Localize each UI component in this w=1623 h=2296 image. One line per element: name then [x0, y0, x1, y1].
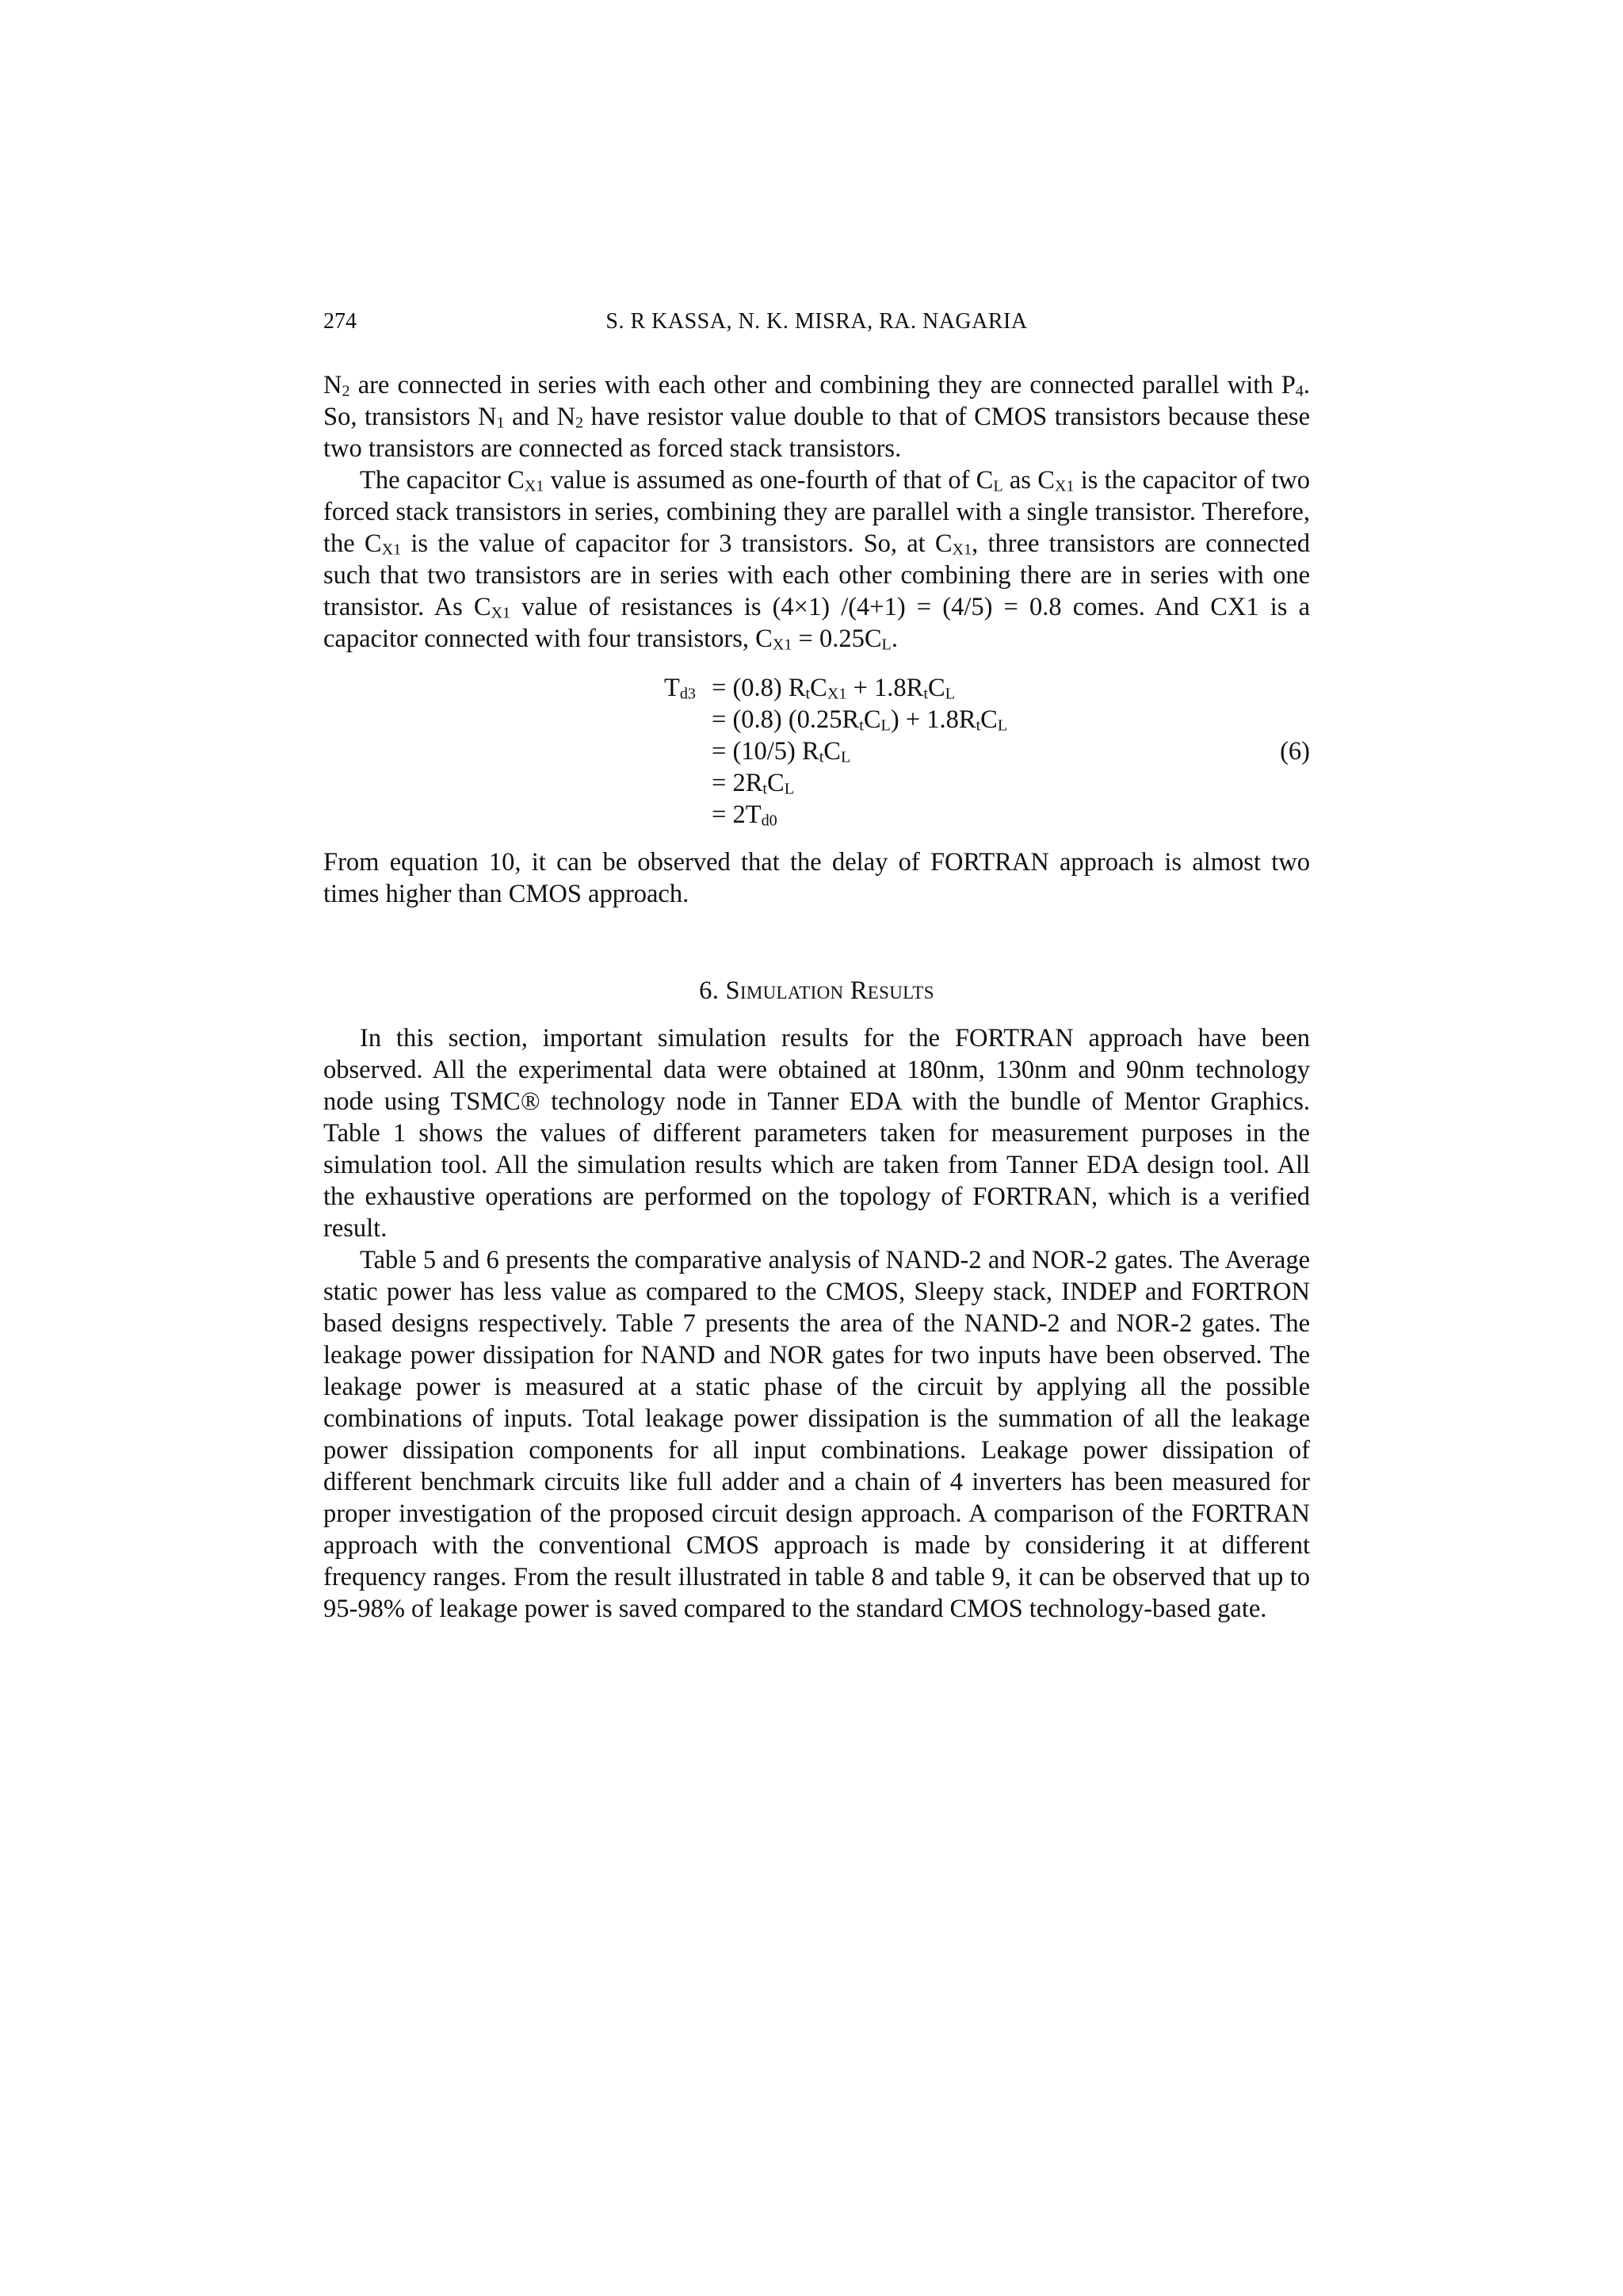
- equation-line-2: = (0.8) $(0.25R_tC_L) + 1.8R_tC_L$: [712, 705, 1008, 735]
- section-heading-simulation-results: 6. Simulation Results: [699, 976, 934, 1005]
- page-number: 274: [323, 309, 357, 334]
- paragraph-comparative-analysis: Table 5 and 6 presents the comparative analysis of NAND-2 and NOR-2 gates. The Average static power has less value as compared to the CMOS, Sleepy stack, INDEP and FORTRON based designs respectively. Table 7 presents the area of the NAND-2 and NOR-2 gates. The leakage power dissipation for NAND and NOR gates for two inputs have been observed. The leakage power is measured at a static phase of the circuit by applying all the possible combinations of inputs. Total leakage power dissipation is the summation of all the leakage power dissipation components for all input combinations. Leakage power dissipation of different benchmark circuits like full adder and a chain of 4 inverters has been measured for proper investigation of the proposed circuit design approach. A comparison of the FORTRAN approach with the conventional CMOS approach is made by considering it at different frequency ranges. From the result illustrated in table 8 and table 9, it can be observed that up to 95-98% of leakage power is saved compared to the standard CMOS technology-based gate.: [323, 1246, 1310, 1623]
- equation-line-1: $T_{d3}$ = (0.8) $R_tC_{X1} + 1.8R_tC_L$: [664, 674, 955, 703]
- running-head-authors: S. R KASSA, N. K. MISRA, RA. NAGARIA: [605, 309, 1028, 334]
- paragraph-capacitor-explanation: The capacitor $C_{X1}$ value is assumed as one-fourth of that of $C_L$ as $C_{X1}$ is the capacitor of two forced stack transistors in series, combining they are parallel with a single transistor. Therefore, the $C_{X1}$ is the value of capacitor for 3 transistors. So, at $C_{X1}$, three transistors are connected such that two transistors are in series with each other combining there are in series with one transistor. As $C_{X1}$ value of resistances is (4×1) /(4+1) = (4/5) = 0.8 comes. And CX1 is a capacitor connected with four transistors, $C_{X1} = 0.25C_L$.: [323, 466, 1310, 654]
- equation-number: (6): [1280, 737, 1310, 766]
- body-text-block-1: [323, 369, 1310, 655]
- equation-line-4: = $2R_tC_L$: [712, 769, 794, 798]
- equation-6: [664, 672, 1310, 831]
- equation-line-5: = $2T_{d0}$: [712, 800, 777, 830]
- page-header: [323, 309, 1310, 341]
- body-text-block-3: [323, 1022, 1310, 1625]
- paragraph-simulation-setup: In this section, important simulation results for the FORTRAN approach have been observed. All the experimental data were obtained at 180nm, 130nm and 90nm technology node using TSMC® technology node in Tanner EDA with the bundle of Mentor Graphics. Table 1 shows the values of different parameters taken for measurement purposes in the simulation tool. All the simulation results which are taken from Tanner EDA design tool. All the exhaustive operations are performed on the topology of FORTRAN, which is a verified result.: [323, 1024, 1310, 1243]
- paragraph-equation-conclusion: From equation 10, it can be observed that the delay of FORTRAN approach is almost two times higher than CMOS approach.: [323, 848, 1310, 908]
- body-text-block-2: [323, 846, 1310, 910]
- equation-line-3: = (10/5) $R_tC_L$ (6): [712, 737, 1310, 766]
- paragraph-continuation: $N_2$ are connected in series with each other and combining they are connected parallel with $P_4$. So, transistors $N_1$ and $N_2$ have resistor value double to that of CMOS transistors because these two transistors are connected as forced stack transistors.: [323, 371, 1310, 463]
- equation-lhs: $T_{d3}$: [664, 674, 696, 703]
